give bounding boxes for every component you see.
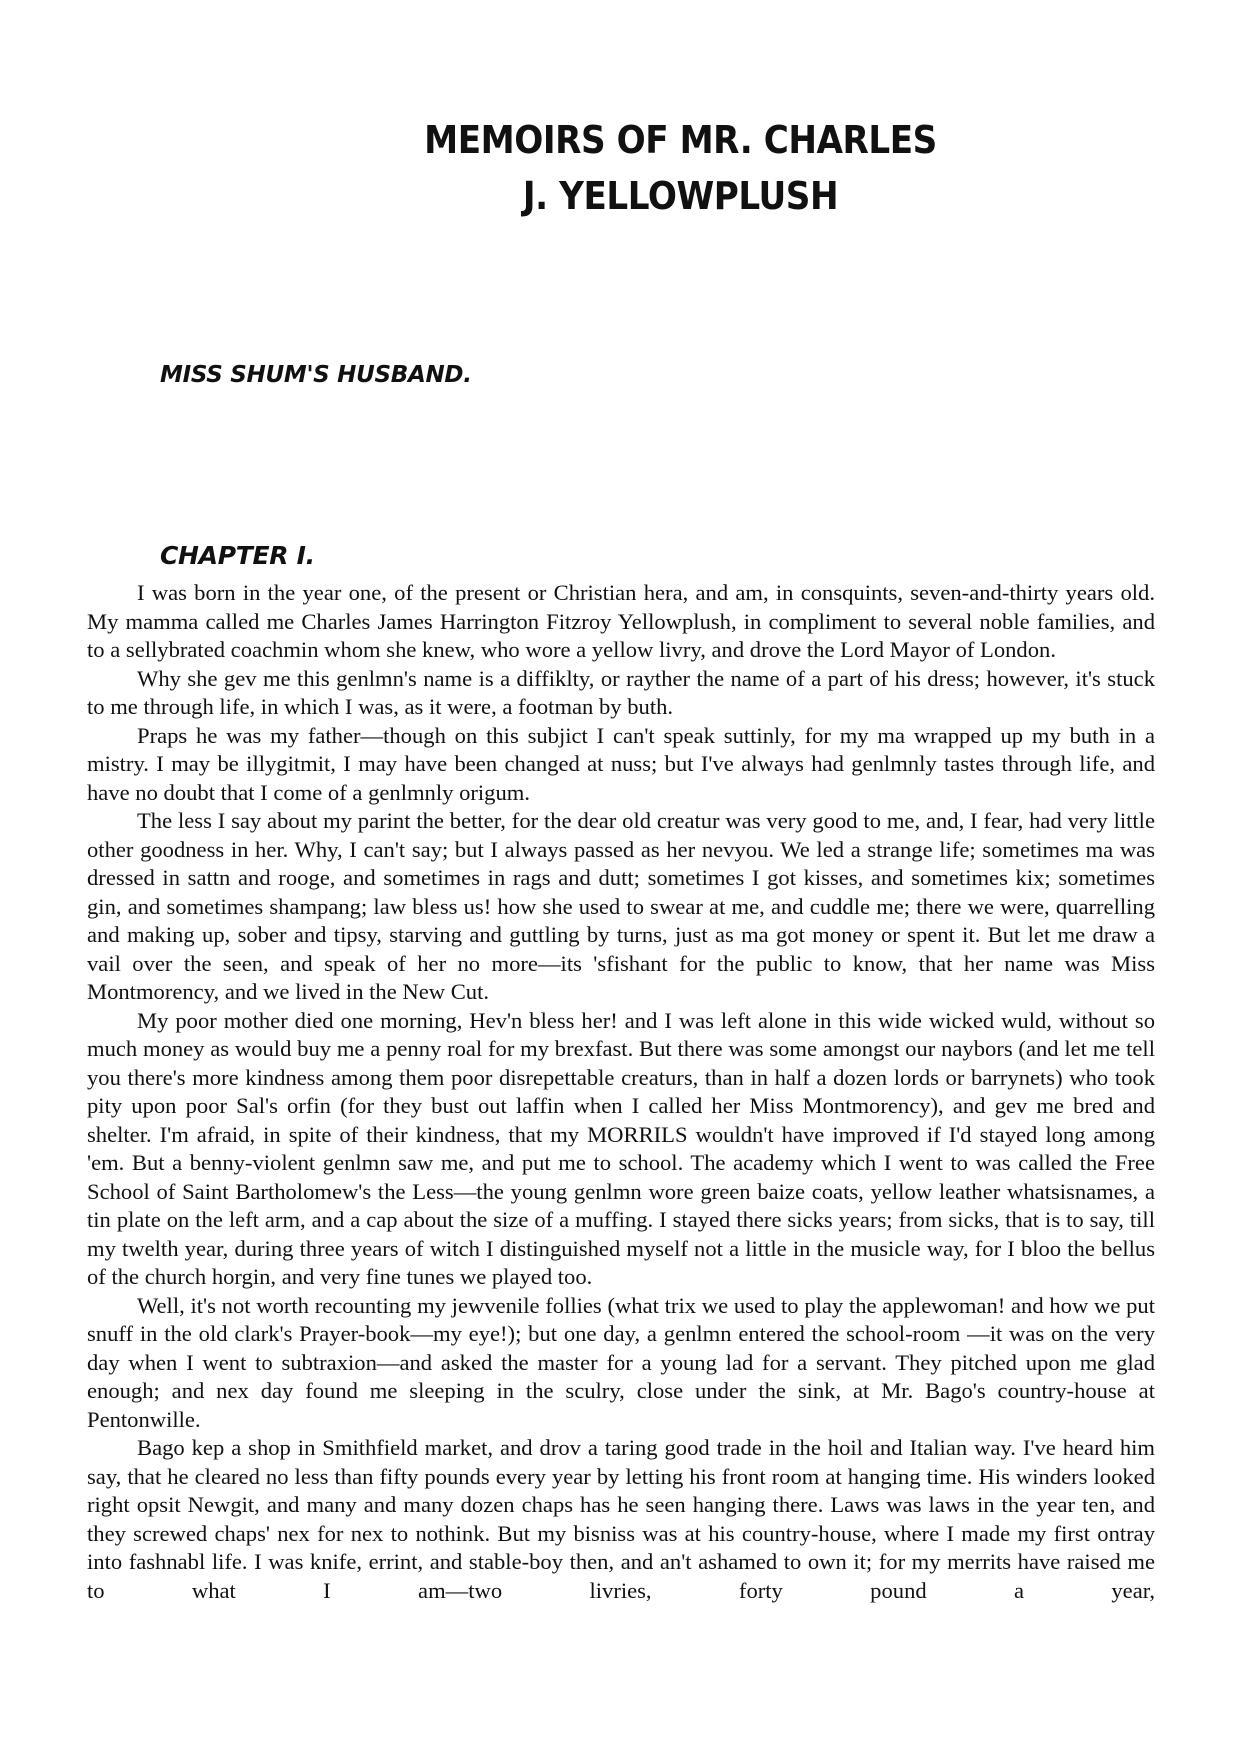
paragraph: I was born in the year one, of the present or Christian hera, and am, in consquints, seven-and-thirty years old. My mamma called me Charles James Harrington Fitzroy Yellowplush, in compliment to several noble families, and to a sellybrated coachmin whom she knew, who wore a yellow livry, and drove the Lord Mayor of London.: [87, 580, 1155, 662]
section-subtitle: MISS SHUM'S HUSBAND.: [160, 362, 472, 388]
paragraph: Well, it's not worth recounting my jewvenile follies (what trix we used to play the applewoman! and how we put snuff in the old clark's Prayer-book—my eye!); but one day, a genlmn entered the school-room —it was on the very day when I went to subtraxion—and asked the master for a young lad for a servant. They pitched upon me glad enough; and nex day found me sleeping in the sculry, close under the sink, at Mr. Bago's country-house at Pentonwille.: [87, 1292, 1155, 1432]
paragraph: Bago kep a shop in Smithfield market, and drov a taring good trade in the hoil and Italian way. I've heard him say, that he cleared no less than fifty pounds every year by letting his front room at hanging time. His winders looked right opsit Newgit, and many and many dozen chaps has he seen hanging there. Laws was laws in the year ten, and they screwed chaps' nex for nex to nothink. But my bisniss was at his country-house, where I made my first ontray into fashnabl life. I was knife, errint, and stable-boy then, and an't ashamed to own it; for my merrits have raised me to what I am—two livries, forty pound a year,: [87, 1435, 1155, 1603]
paragraph: My poor mother died one morning, Hev'n bless her! and I was left alone in this wide wicked wuld, without so much money as would buy me a penny roal for my brexfast. But there was some amongst our naybors (and let me tell you there's more kindness among them poor disrepettable creaturs, than in half a dozen lords or barrynets) who took pity upon poor Sal's orfin (for they bust out laffin when I called her Miss Montmorency), and gev me bred and shelter. I'm afraid, in spite of their kindness, that my MORRILS wouldn't have improved if I'd stayed long among 'em. But a benny-violent genlmn saw me, and put me to school. The academy which I went to was called the Free School of Saint Bartholomew's the Less—the young genlmn wore green baize coats, yellow leather whatsisnames, a tin plate on the left arm, and a cap about the size of a muffing. I stayed there sicks years; from sicks, that is to say, till my twelth year, during three years of witch I distinguished myself not a little in the musicle way, for I bloo the bellus of the church horgin, and very fine tunes we played too.: [87, 1007, 1155, 1289]
book-title: [68, 112, 1186, 224]
chapter-body: [87, 579, 1155, 1605]
book-title-line-2: J. YELLOWPLUSH: [522, 174, 839, 218]
paragraph: Why she gev me this genlmn's name is a diffiklty, or rayther the name of a part of his dress; however, it's stuck to me through life, in which I was, as it were, a footman by buth.: [87, 665, 1155, 719]
book-title-line-1: MEMOIRS OF MR. CHARLES: [424, 118, 937, 162]
chapter-heading: CHAPTER I.: [160, 541, 315, 570]
paragraph: The less I say about my parint the better, for the dear old creatur was very good to me, and, I fear, had very little other goodness in her. Why, I can't say; but I always passed as her nevyou. We led a strange life; sometimes ma was dressed in sattn and rooge, and sometimes in rags and dutt; sometimes I got kisses, and sometimes kix; sometimes gin, and sometimes shampang; law bless us! how she used to swear at me, and cuddle me; there we were, quarrelling and making up, sober and tipsy, starving and guttling by turns, just as ma got money or spent it. But let me draw a vail over the seen, and speak of her no more—its 'sfishant for the public to know, that her name was Miss Montmorency, and we lived in the New Cut.: [87, 808, 1155, 1004]
paragraph: Praps he was my father—though on this subjict I can't speak suttinly, for my ma wrapped up my buth in a mistry. I may be illygitmit, I may have been changed at nuss; but I've always had genlmnly tastes through life, and have no doubt that I come of a genlmnly origum.: [87, 722, 1155, 805]
